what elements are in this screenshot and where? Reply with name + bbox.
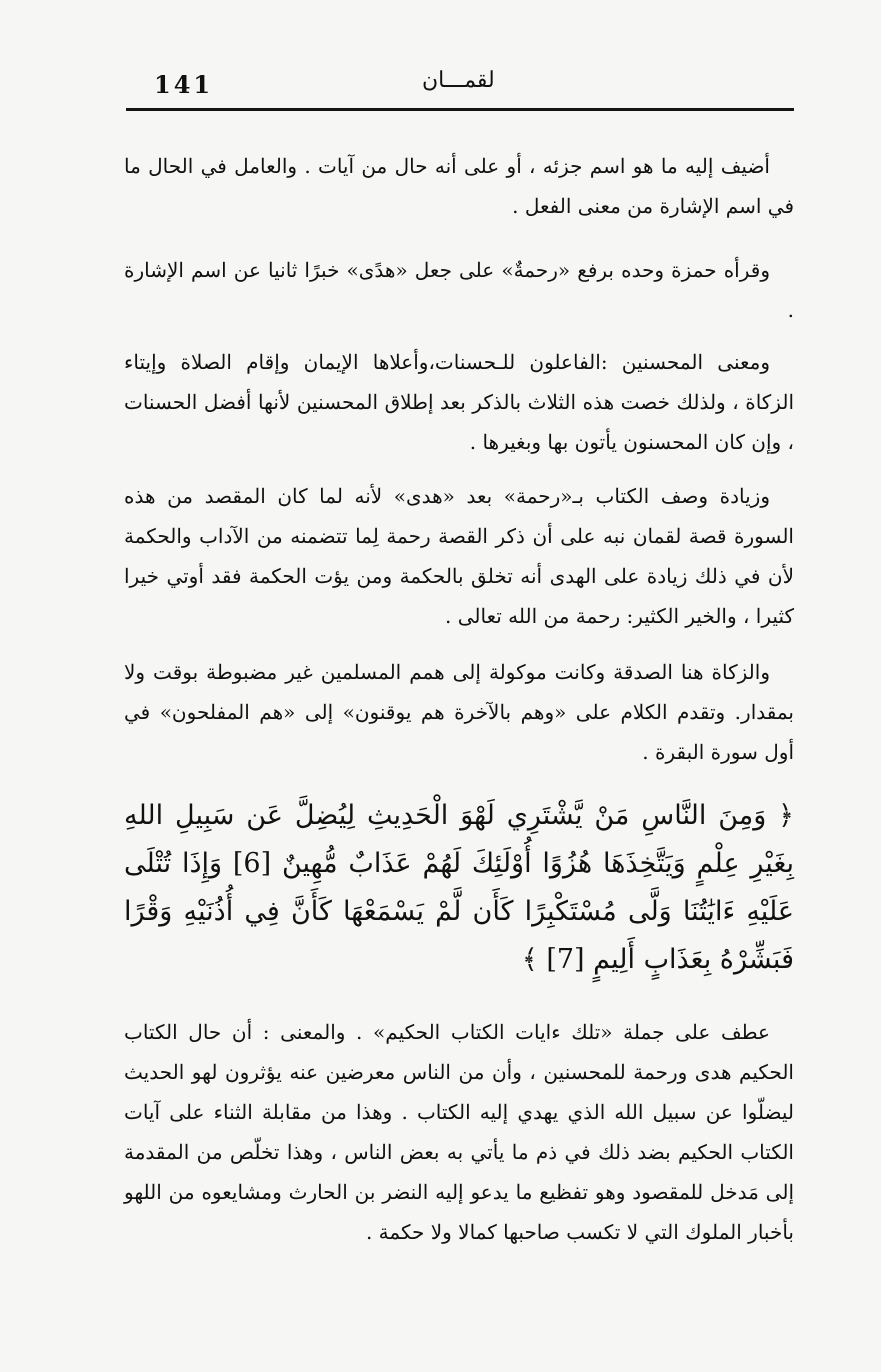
- paragraph: وزيادة وصف الكتاب بـ«رحمة» بعد «هدى» لأنه لما كان المقصد من هذه السورة قصة لقمان نبه على أن ذكر القصة رحمة لِما تتضمنه من الآداب والحكمة لأن في ذلك زيادة على الهدى أنه تخلق بالحكمة ومن يؤت الحكمة فقد أوتي خيرا كثيرا ، والخير الكثير: رحمة من الله تعالى .: [124, 484, 794, 628]
- header-rule: [126, 108, 794, 111]
- paragraph: أضيف إليه ما هو اسم جزئه ، أو على أنه حال من آيات . والعامل في الحال ما في اسم الإشارة من معنى الفعل .: [124, 154, 794, 218]
- paragraph: والزكاة هنا الصدقة وكانت موكولة إلى همم المسلمين غير مضبوطة بوقت ولا بمقدار. وتقدم الكلام على «وهم بالآخرة هم يوقنون» إلى «هم المفلحون» في أول سورة البقرة .: [124, 660, 794, 764]
- running-title: لقمـــان: [422, 68, 495, 93]
- page-header: [126, 62, 794, 104]
- page-number: 141: [154, 70, 214, 99]
- paragraph: عطف على جملة «تلك ءايات الكتاب الحكيم» . والمعنى : أن حال الكتاب الحكيم هدى ورحمة للمحسنين ، وأن من الناس معرضين عنه يؤثرون لهو الحديث ليضلّوا عن سبيل الله الذي يهدي إليه الكتاب . وهذا من مقابلة الثناء على آيات الكتاب الحكيم بضد ذلك في ذم ما يأتي به بعض الناس ، وهذا تخلّص من المقدمة إلى مَدخل للمقصود وهو تفظيع ما يدعو إليه النضر بن الحارث ومشايعوه من اللهو بأخبار الملوك التي لا تكسب صاحبها كمالا ولا حكمة .: [124, 1020, 794, 1244]
- paragraph: ومعنى المحسنين :الفاعلون للـحسنات،وأعلاها الإيمان وإقام الصلاة وإيتاء الزكاة ، ولذلك خصت هذه الثلاث بالذكر بعد إطلاق المحسنين لأنها أفضل الحسنات ، وإن كان المحسنون يأتون بها وبغيرها .: [124, 350, 794, 454]
- quran-verse: ﴿ وَمِنَ النَّاسِ مَنْ يَّشْتَرِي لَهْوَ الْحَدِيثِ لِيُضِلَّ عَن سَبِيلِ اللهِ بِغَيْرِ عِلْمٍ وَيَتَّخِذَهَا هُزُوًا أُوْلَئِكَ لَهُمْ عَذَابٌ مُّهِينٌ [6] وَإِذَا تُتْلَى عَلَيْهِ ءَايَٰتُنَا وَلَّى مُسْتَكْبِرًا كَأَن لَّمْ يَسْمَعْهَا كَأَنَّ فِي أُذُنَيْهِ وَقْرًا فَبَشِّرْهُ بِعَذَابٍ أَلِيمٍ [7] ﴾: [124, 800, 794, 975]
- paragraph: وقرأه حمزة وحده برفع «رحمةٌ» على جعل «هدًى» خبرًا ثانيا عن اسم الإشارة .: [124, 258, 794, 322]
